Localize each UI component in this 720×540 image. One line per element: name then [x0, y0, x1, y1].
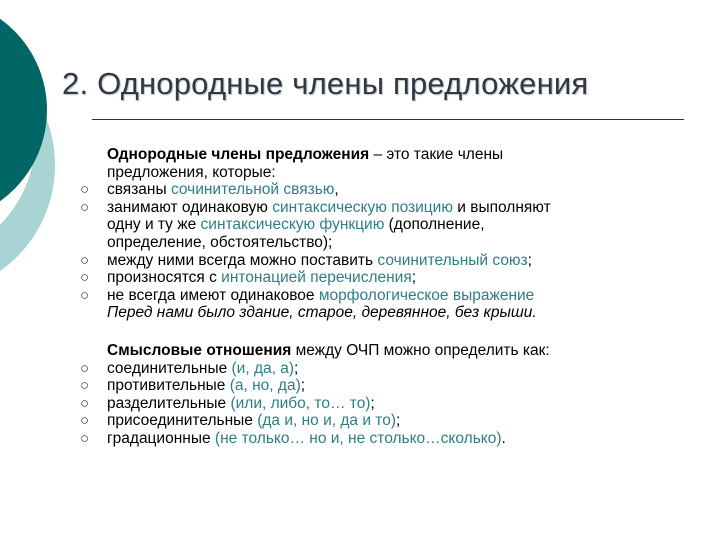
item-text: ; [370, 394, 375, 412]
title-divider [92, 119, 684, 120]
item-text: ; [396, 412, 401, 430]
item-highlight: сочинительной связью [170, 181, 335, 199]
list-item [80, 269, 688, 287]
list-item-continued [88, 216, 688, 234]
item-text: ; [300, 377, 306, 395]
section1-intro-rest: – это такие члены [369, 146, 504, 163]
section2-intro-rest: между ОЧП можно определить как: [291, 341, 550, 359]
item-text: ; [411, 269, 417, 287]
list-item [80, 359, 688, 378]
item-text: между ними всегда можно поставить [107, 251, 378, 269]
relation-name: противительные [107, 377, 226, 395]
item-highlight: синтаксическую функцию [200, 216, 385, 234]
bullet-circle-icon: ○ [80, 198, 90, 216]
section2-intro [88, 342, 688, 360]
relation-hint: (и, да, а) [227, 359, 295, 377]
item-text: занимают одинаковую [107, 198, 273, 216]
bullet-circle-icon: ○ [80, 412, 90, 430]
list-item [80, 181, 688, 199]
list-item [80, 412, 688, 430]
bullet-circle-icon: ○ [80, 377, 90, 395]
list-item-continued: определение, обстоятельство); [107, 233, 333, 251]
item-highlight: сочинительный союз [377, 251, 528, 269]
list-item [80, 377, 688, 395]
item-highlight: интонацией перечисления [221, 269, 412, 287]
relation-name: соединительные [107, 359, 228, 377]
section1-intro [88, 146, 688, 164]
section1-intro-bold: Однородные члены предложения [107, 146, 370, 163]
bullet-circle-icon: ○ [80, 269, 90, 287]
item-text: связаны [107, 181, 171, 199]
item-text: произносятся с [107, 269, 222, 287]
section1-intro-line2: предложения, которые: [107, 163, 276, 181]
slide-content [80, 146, 688, 448]
item-text: ; [294, 359, 299, 377]
relation-hint: (не только… но и, не столько…сколько) [210, 429, 502, 447]
bullet-circle-icon: ○ [80, 181, 90, 199]
slide-title: 2. Однородные члены предложения [62, 66, 589, 101]
item-highlight: синтаксическую позицию [272, 198, 453, 216]
list-item [80, 394, 688, 413]
item-text: не всегда имеют одинаковое [107, 286, 319, 304]
item-text: ; [527, 251, 532, 269]
item-text: (дополнение, [384, 216, 485, 234]
item-text: , [334, 181, 339, 199]
bullet-circle-icon: ○ [80, 286, 90, 304]
bullet-circle-icon: ○ [80, 394, 90, 412]
list-item [80, 286, 688, 305]
bullet-circle-icon: ○ [80, 359, 90, 377]
decorative-circles [0, 0, 80, 300]
section2-intro-bold: Смысловые отношения [107, 341, 292, 359]
relation-name: присоединительные [107, 412, 253, 430]
item-text: одну и ту же [107, 216, 201, 234]
list-item [80, 429, 688, 448]
relation-hint: (да и, но и, да и то) [252, 412, 397, 430]
relation-name: разделительные [107, 394, 227, 412]
item-text: и выполняют [452, 198, 551, 216]
item-text: . [501, 429, 506, 447]
relation-hint: (а, но, да) [225, 377, 301, 395]
relation-hint: (или, либо, то… то) [226, 394, 371, 412]
bullet-circle-icon: ○ [80, 251, 90, 269]
example-sentence: Перед нами было здание, старое, деревянное, без крыши. [107, 304, 537, 322]
list-item [80, 198, 688, 217]
list-item [80, 251, 688, 270]
relation-name: градационные [107, 429, 211, 447]
bullet-circle-icon: ○ [80, 429, 90, 447]
item-highlight: морфологическое выражение [318, 286, 535, 304]
